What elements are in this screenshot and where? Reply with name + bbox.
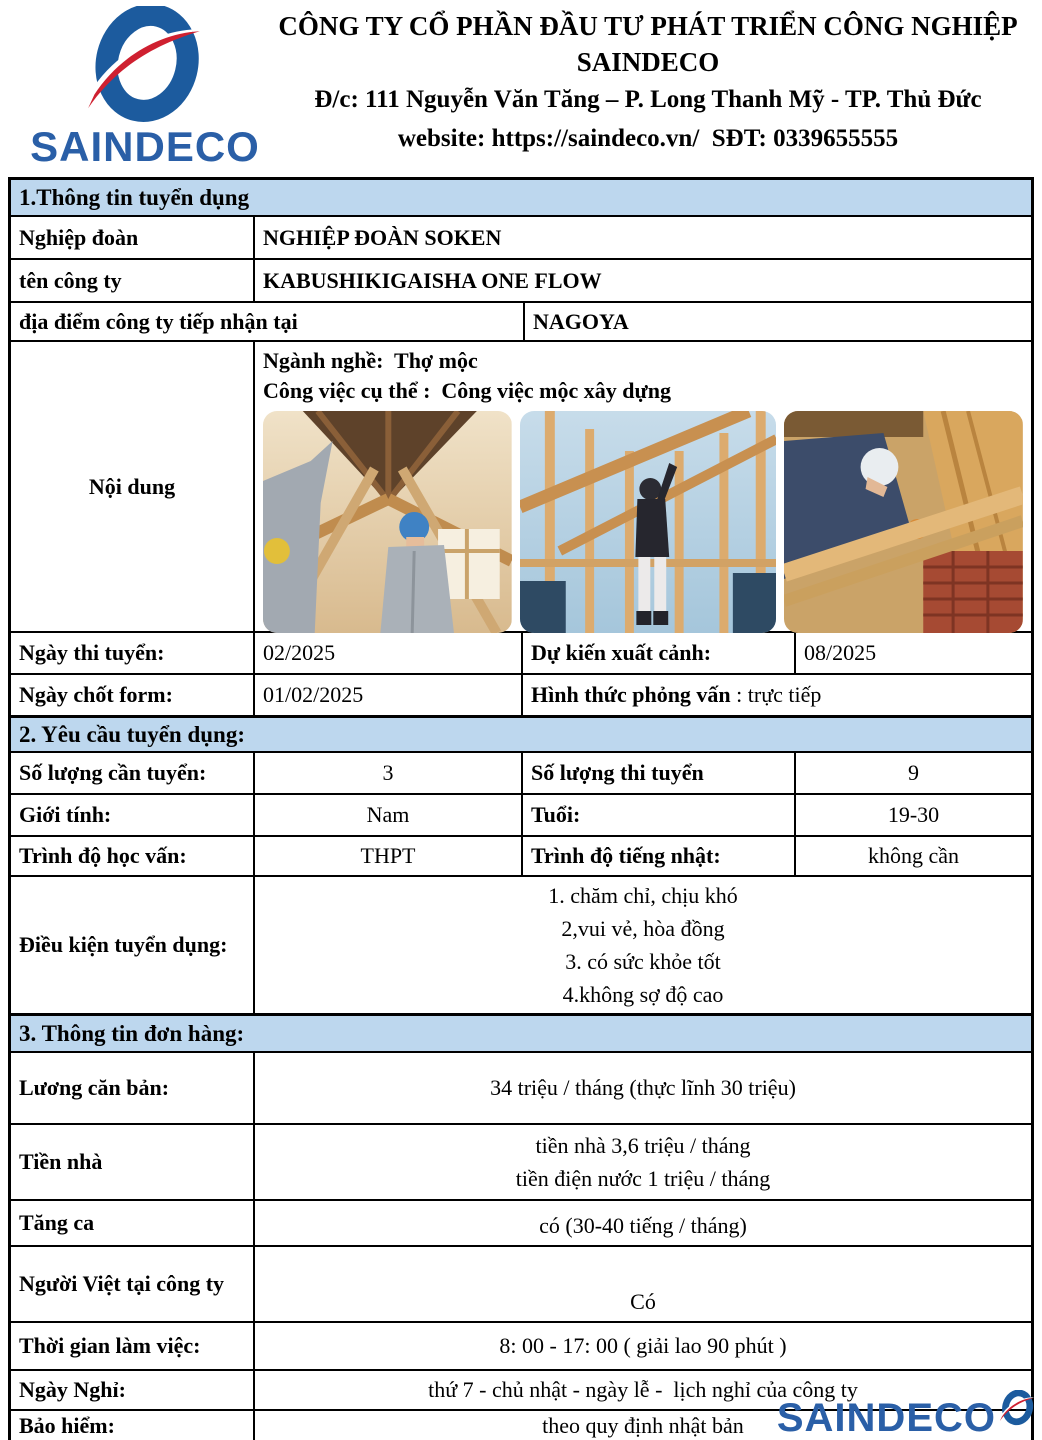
condition-item: 2,vui vẻ, hòa đồng [561,916,725,941]
section1-header: 1.Thông tin tuyển dụng [11,180,1031,215]
education-label: Trình độ học vấn: [19,843,187,869]
content-label: Nội dung [88,473,176,499]
exam-count-value: 9 [794,753,1031,793]
company-website-phone: website: https://saindeco.vn/ SĐT: 0339655555 [397,125,899,152]
japanese-label: Trình độ tiếng nhật: [521,837,794,875]
row-gender-age [11,793,1031,835]
row-hire-count [11,751,1031,793]
working-hours-label: Thời gian làm việc: [19,1333,201,1359]
footer-watermark [777,1396,1036,1440]
departure-value: 08/2025 [794,633,1031,673]
row-salary [11,1051,1031,1123]
hire-count-label: Số lượng cần tuyển: [19,760,207,786]
watermark-wordmark: SAINDECO [776,1396,996,1440]
row-conditions [11,875,1031,1013]
exam-count-label: Số lượng thi tuyển [521,753,794,793]
conditions-list [253,877,1031,1013]
age-value: 19-30 [794,795,1031,835]
row-company [11,258,1031,301]
photo-carpentry-roof-framing [263,411,512,633]
section2-header: 2. Yêu cầu tuyển dụng: [11,715,1031,751]
conditions-label: Điều kiện tuyển dụng: [19,932,228,958]
salary-value: 34 triệu / tháng (thực lĩnh 30 triệu) [253,1053,1031,1123]
content-cell [253,342,1031,631]
row-union [11,215,1031,258]
row-content [11,340,1031,631]
exam-date-value: 02/2025 [253,633,521,673]
overtime-value: có (30-40 tiếng / tháng) [253,1201,1031,1245]
form-deadline-value: 01/02/2025 [253,675,521,715]
section3-header: 3. Thông tin đơn hàng: [11,1013,1031,1051]
housing-value [253,1125,1031,1199]
vietnamese-staff-label: Người Việt tại công ty [19,1271,225,1297]
industry-line: Ngành nghề: Thợ mộc [263,348,478,373]
housing-label: Tiền nhà [19,1149,103,1175]
watermark-logo-icon [998,1390,1036,1426]
salary-label: Lương căn bản: [19,1075,170,1101]
job-photos [263,411,1023,633]
saindeco-logo-icon [81,6,209,124]
interview-label: Hình thức phỏng vấn [531,682,731,708]
document-header [0,0,1042,177]
photo-carpentry-beam-work [784,411,1023,633]
job-line: Công việc cụ thể : Công việc mộc xây dựng [263,378,671,403]
gender-label: Giới tính: [19,802,112,828]
working-hours-value: 8: 00 - 17: 00 ( giải lao 90 phút ) [253,1323,1031,1369]
row-exam-date [11,631,1031,673]
days-off-value: thứ 7 - chủ nhật - ngày lễ - lịch nghỉ của công ty [253,1371,1031,1409]
row-working-hours [11,1321,1031,1369]
company-name-line1: CÔNG TY CỔ PHẦN ĐẦU TƯ PHÁT TRIỂN CÔNG NGHIỆP [278,11,1018,41]
education-value: THPT [253,837,521,875]
company-value: KABUSHIKIGAISHA ONE FLOW [253,260,1031,301]
location-label: địa điểm công ty tiếp nhận tại [19,308,298,334]
departure-label: Dự kiến xuất cảnh: [521,633,794,673]
job-order-table [8,177,1034,1440]
insurance-value: theo quy định nhật bản [253,1411,1031,1440]
row-overtime [11,1199,1031,1245]
interview-value: : trực tiếp [730,682,822,708]
company-label: tên công ty [19,267,122,293]
vietnamese-staff-value: Có [253,1247,1031,1321]
condition-item: 1. chăm chỉ, chịu khó [548,883,738,908]
saindeco-logo [26,2,264,174]
form-deadline-label: Ngày chốt form: [19,682,173,708]
saindeco-wordmark: SAINDECO [30,123,260,170]
gender-value: Nam [253,795,521,835]
days-off-label: Ngày Nghỉ: [19,1377,126,1403]
hire-count-value: 3 [253,753,521,793]
housing-line1: tiền nhà 3,6 triệu / tháng [535,1133,751,1158]
row-vietnamese-staff [11,1245,1031,1321]
insurance-label: Bảo hiểm: [19,1412,115,1438]
overtime-label: Tăng ca [19,1210,95,1236]
location-value: NAGOYA [523,303,1031,340]
condition-item: 4.không sợ độ cao [562,982,724,1007]
union-value: NGHIỆP ĐOÀN SOKEN [253,217,1031,258]
row-housing [11,1123,1031,1199]
condition-item: 3. có sức khỏe tốt [565,949,721,974]
exam-date-label: Ngày thi tuyển: [19,640,165,666]
union-label: Nghiệp đoàn [19,224,139,250]
row-form-deadline [11,673,1031,715]
row-education-japanese [11,835,1031,875]
row-location [11,301,1031,340]
photo-carpentry-frame-climbing [520,411,777,633]
company-address: Đ/c: 111 Nguyễn Văn Tăng – P. Long Thanh Mỹ - TP. Thủ Đức [314,86,982,113]
age-label: Tuổi: [521,795,794,835]
japanese-value: không cần [794,837,1031,875]
company-name-line2: SAINDECO [576,47,720,77]
interview-cell [521,675,1031,715]
housing-line2: tiền điện nước 1 triệu / tháng [515,1166,771,1191]
company-header-text [264,8,1032,158]
